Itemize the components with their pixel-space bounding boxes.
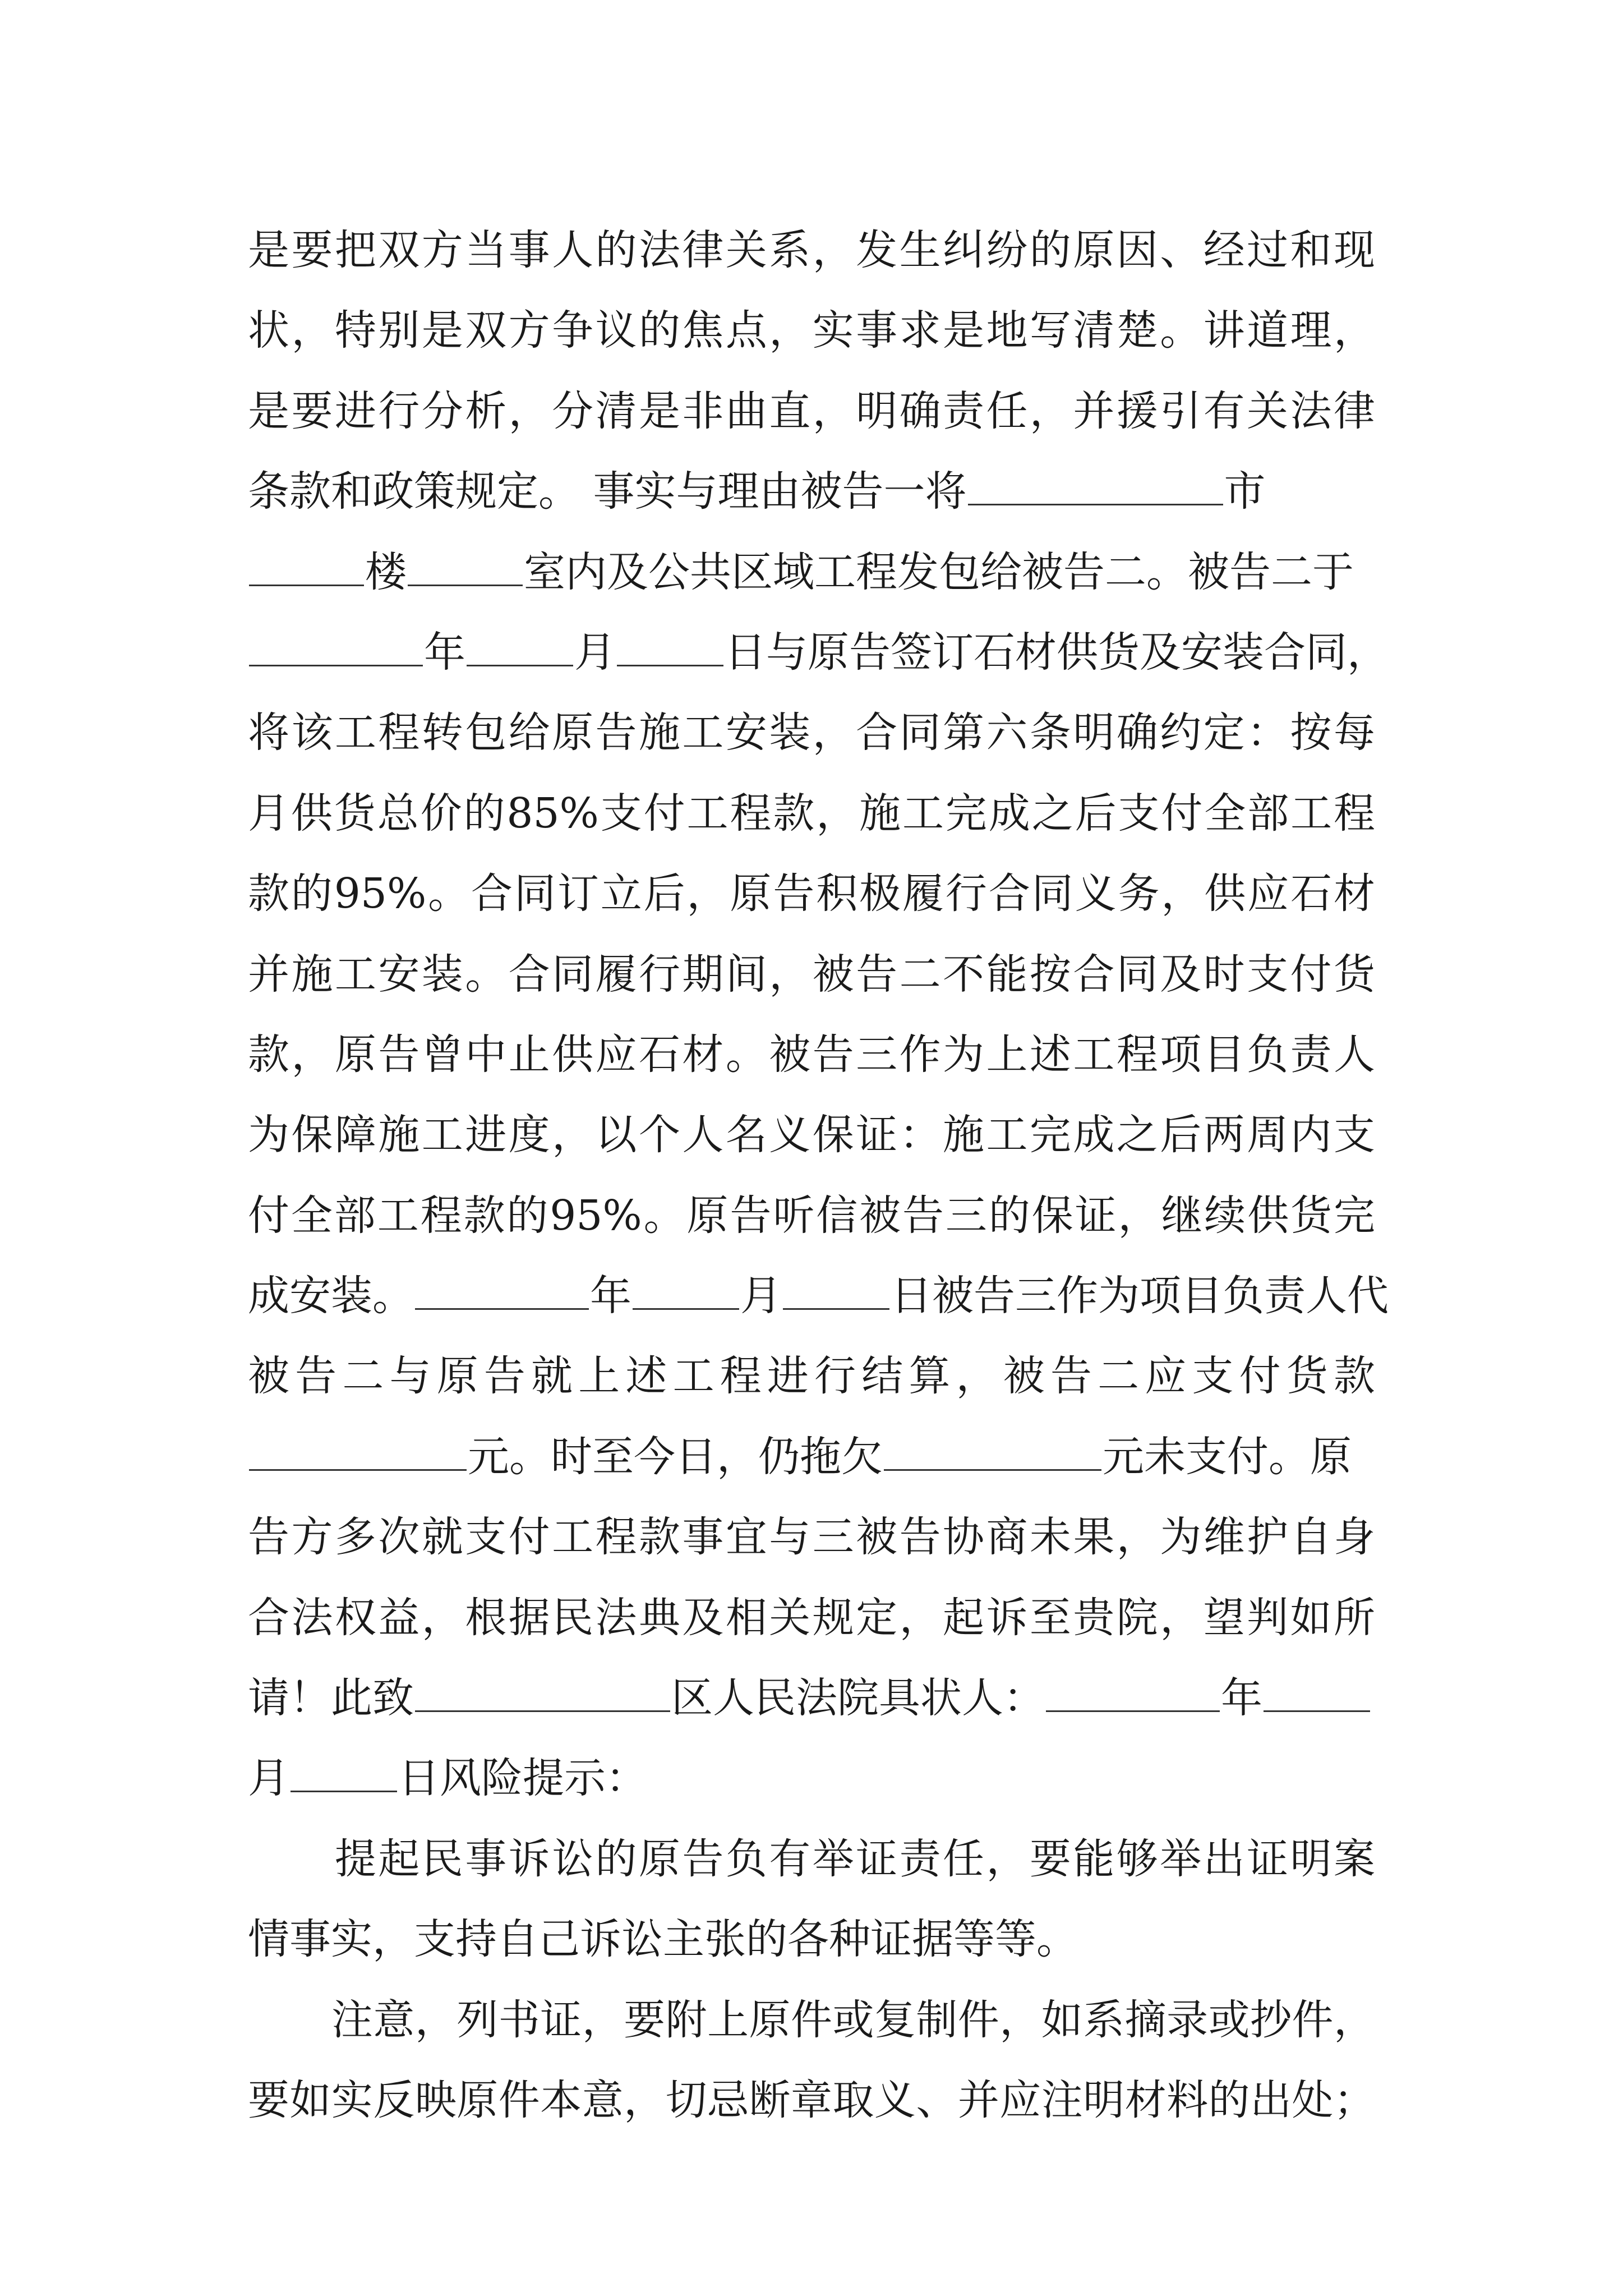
line-text: 条款和政策规定。 事实与理由被告一将 (248, 467, 967, 516)
line-text: 并施工安装。合同履行期间，被告二不能按合同及时支付货 (248, 950, 1375, 999)
line-text: 楼 (365, 547, 407, 596)
line-text: 月 (248, 1754, 289, 1803)
fill-in-blank (467, 625, 573, 666)
text-line (248, 1176, 1375, 1256)
line-text: 提起民事诉讼的原告负有举证责任，要能够举出证明案 (248, 1834, 1375, 1883)
fill-in-blank (249, 545, 364, 586)
text-line (248, 1738, 1375, 1819)
text-line (248, 935, 1375, 1015)
line-text: 将该工程转包给原告施工安装，合同第六条明确约定：按每 (248, 708, 1375, 757)
text-line (248, 774, 1375, 854)
text-line (248, 1578, 1375, 1658)
line-text: 情事实，支持自己诉讼主张的各种证据等等。 (248, 1915, 1078, 1964)
fill-in-blank (968, 464, 1223, 505)
line-text: 年 (424, 628, 465, 677)
line-text: 月 (740, 1272, 782, 1320)
text-line (248, 291, 1375, 371)
line-text: 市 (1224, 467, 1266, 516)
text-line (248, 693, 1375, 773)
fill-in-blank (415, 1671, 670, 1712)
line-text: 为保障施工进度，以个人名义保证：施工完成之后两周内支 (248, 1111, 1375, 1159)
line-text: 请！此致 (248, 1674, 414, 1723)
text-line (248, 1497, 1375, 1577)
fill-in-blank (249, 1430, 467, 1471)
text-line (248, 613, 1389, 693)
line-text: 付全部工程款的95%。原告听信被告三的保证，继续供货完 (248, 1191, 1375, 1240)
line-text: 日风险提示： (398, 1754, 647, 1803)
line-text: 年 (1221, 1674, 1262, 1723)
line-text: 成安装。 (248, 1272, 414, 1320)
text-line (248, 1819, 1375, 1899)
text-line (248, 854, 1375, 934)
text-line (248, 452, 1375, 532)
text-line (248, 1015, 1375, 1095)
text-line (248, 1336, 1375, 1416)
line-text: 元未支付。原 (1103, 1432, 1352, 1481)
text-line (248, 1658, 1375, 1738)
text-line (248, 1417, 1375, 1497)
line-text: 元。时至今日，仍拖欠 (468, 1432, 883, 1481)
line-text: 室内及公共区域工程发包给被告二。被告二于 (524, 547, 1354, 596)
line-text: 款，原告曾中止供应石材。被告三作为上述工程项目负责人 (248, 1030, 1375, 1079)
line-text: 区人民法院具状人： (671, 1674, 1045, 1723)
line-text: 合法权益，根据民法典及相关规定，起诉至贵院，望判如所 (248, 1593, 1375, 1642)
fill-in-blank (617, 625, 723, 666)
line-text: 款的95%。合同订立后，原告积极履行合同义务，供应石材 (248, 869, 1375, 918)
line-text: 年 (590, 1272, 631, 1320)
fill-in-blank (783, 1269, 889, 1310)
text-line (248, 532, 1375, 613)
fill-in-blank (1046, 1671, 1220, 1712)
line-text: 月 (574, 628, 616, 677)
text-line (248, 210, 1375, 291)
text-line (248, 1256, 1389, 1336)
fill-in-blank (249, 625, 423, 666)
text-line (248, 2060, 1375, 2141)
fill-in-blank (633, 1269, 739, 1310)
fill-in-blank (291, 1751, 397, 1792)
line-text: 是要把双方当事人的法律关系，发生纠纷的原因、经过和现 (248, 226, 1375, 274)
line-text: 告方多次就支付工程款事宜与三被告协商未果，为维护自身 (248, 1513, 1375, 1562)
line-text: 要如实反映原件本意，切忌断章取义、并应注明材料的出处； (248, 2076, 1375, 2124)
text-line (248, 1899, 1375, 1980)
line-text: 日被告三作为项目负责人代 (891, 1272, 1389, 1320)
text-line (248, 1095, 1375, 1175)
line-text: 被告二与原告就上述工程进行结算，被告二应支付货款 (248, 1352, 1375, 1401)
fill-in-blank (884, 1430, 1101, 1471)
fill-in-blank (1264, 1671, 1370, 1712)
text-line (248, 371, 1375, 452)
fill-in-blank (415, 1269, 589, 1310)
text-line (248, 1980, 1375, 2060)
document-body (248, 210, 1389, 2141)
line-text: 是要进行分析，分清是非曲直，明确责任，并援引有关法律 (248, 386, 1375, 435)
line-text: 日与原告签订石材供货及安装合同， (725, 628, 1389, 677)
fill-in-blank (408, 545, 523, 586)
line-text: 状，特别是双方争议的焦点，实事求是地写清楚。讲道理， (248, 306, 1375, 355)
line-text: 月供货总价的85%支付工程款，施工完成之后支付全部工程 (248, 789, 1375, 838)
line-text: 注意，列书证，要附上原件或复制件，如系摘录或抄件， (248, 1995, 1375, 2044)
